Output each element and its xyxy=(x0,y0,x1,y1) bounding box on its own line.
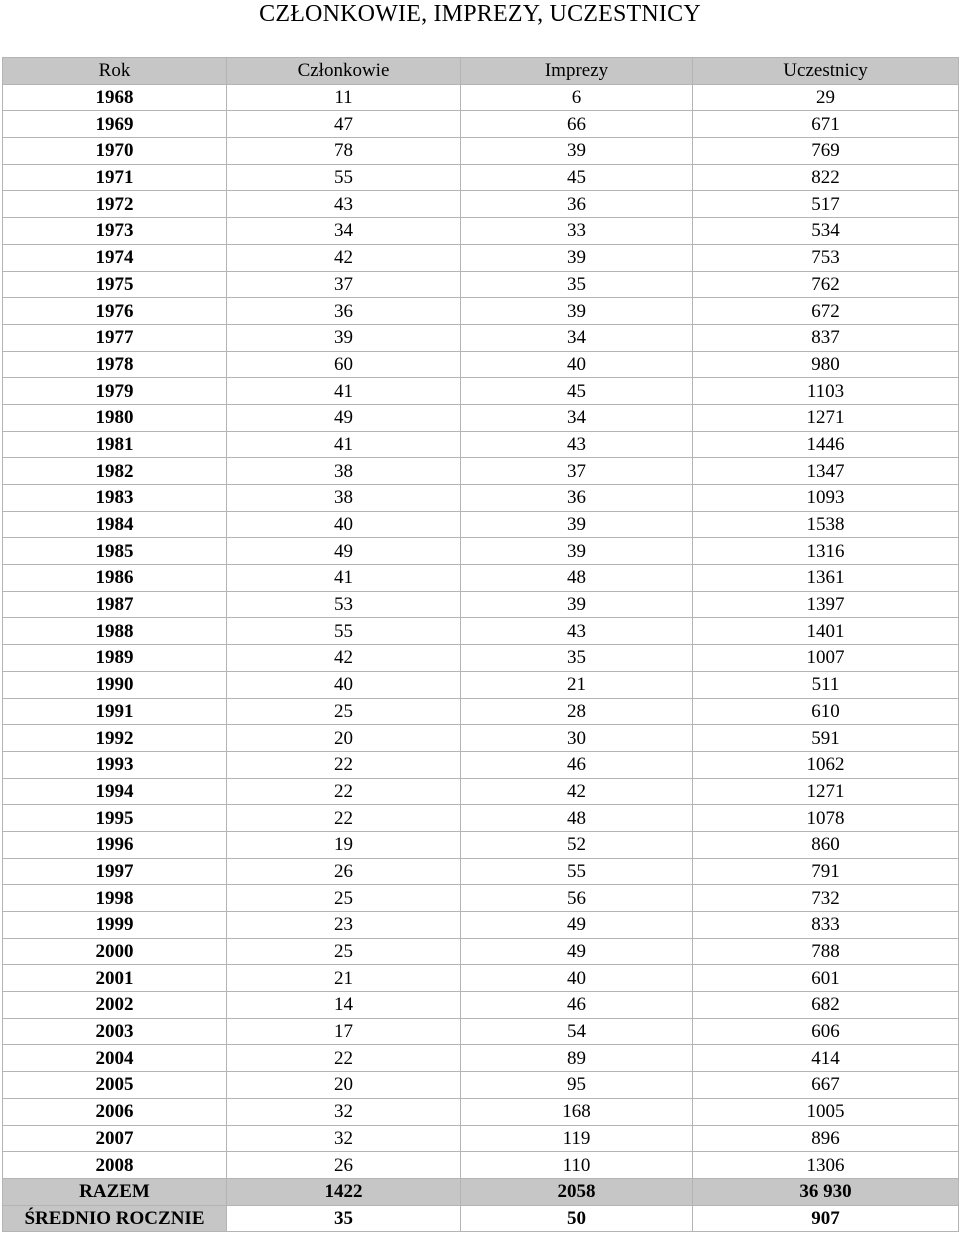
cell-rok: 1984 xyxy=(3,511,227,538)
table-row xyxy=(3,1018,959,1045)
cell-uczestnicy: 791 xyxy=(693,858,959,885)
cell-czlonkowie: 32 xyxy=(227,1125,461,1152)
table-row xyxy=(3,458,959,485)
cell-uczestnicy: 1306 xyxy=(693,1152,959,1179)
cell-uczestnicy: 511 xyxy=(693,671,959,698)
table-row xyxy=(3,378,959,405)
cell-czlonkowie: 26 xyxy=(227,1152,461,1179)
cell-czlonkowie: 42 xyxy=(227,244,461,271)
cell-uczestnicy: 788 xyxy=(693,938,959,965)
cell-imprezy: 49 xyxy=(461,938,693,965)
cell-imprezy: 37 xyxy=(461,458,693,485)
cell-rok: 2004 xyxy=(3,1045,227,1072)
cell-uczestnicy: 1397 xyxy=(693,591,959,618)
cell-czlonkowie: 36 xyxy=(227,298,461,325)
cell-uczestnicy: 769 xyxy=(693,138,959,165)
cell-imprezy: 48 xyxy=(461,565,693,592)
cell-czlonkowie: 41 xyxy=(227,565,461,592)
table-row xyxy=(3,938,959,965)
cell-uczestnicy: 1078 xyxy=(693,805,959,832)
cell-rok: 1990 xyxy=(3,671,227,698)
statistics-table xyxy=(2,57,959,1232)
cell-imprezy: 119 xyxy=(461,1125,693,1152)
cell-rok: 2005 xyxy=(3,1072,227,1099)
totals-uczestnicy: 36 930 xyxy=(693,1178,959,1205)
cell-uczestnicy: 517 xyxy=(693,191,959,218)
cell-imprezy: 30 xyxy=(461,725,693,752)
column-header-czlonkowie: Członkowie xyxy=(227,58,461,85)
table-body xyxy=(3,84,959,1178)
cell-uczestnicy: 1093 xyxy=(693,485,959,512)
totals-imprezy: 2058 xyxy=(461,1178,693,1205)
cell-imprezy: 43 xyxy=(461,618,693,645)
cell-czlonkowie: 40 xyxy=(227,671,461,698)
table-row xyxy=(3,351,959,378)
table-row xyxy=(3,1098,959,1125)
cell-czlonkowie: 55 xyxy=(227,618,461,645)
cell-rok: 1999 xyxy=(3,912,227,939)
cell-uczestnicy: 732 xyxy=(693,885,959,912)
cell-czlonkowie: 55 xyxy=(227,164,461,191)
table-row xyxy=(3,191,959,218)
page-title: CZŁONKOWIE, IMPREZY, UCZESTNICY xyxy=(259,1,701,27)
cell-uczestnicy: 1271 xyxy=(693,778,959,805)
cell-rok: 1981 xyxy=(3,431,227,458)
cell-uczestnicy: 610 xyxy=(693,698,959,725)
cell-rok: 1975 xyxy=(3,271,227,298)
cell-rok: 2007 xyxy=(3,1125,227,1152)
cell-czlonkowie: 20 xyxy=(227,725,461,752)
cell-imprezy: 34 xyxy=(461,404,693,431)
cell-imprezy: 39 xyxy=(461,138,693,165)
cell-uczestnicy: 833 xyxy=(693,912,959,939)
cell-czlonkowie: 42 xyxy=(227,645,461,672)
table-row xyxy=(3,511,959,538)
cell-czlonkowie: 49 xyxy=(227,404,461,431)
cell-czlonkowie: 20 xyxy=(227,1072,461,1099)
totals-czlonkowie: 1422 xyxy=(227,1178,461,1205)
cell-czlonkowie: 25 xyxy=(227,698,461,725)
averages-uczestnicy: 907 xyxy=(693,1205,959,1232)
cell-imprezy: 49 xyxy=(461,912,693,939)
cell-rok: 2002 xyxy=(3,992,227,1019)
cell-uczestnicy: 1316 xyxy=(693,538,959,565)
table-row xyxy=(3,751,959,778)
cell-rok: 1969 xyxy=(3,111,227,138)
cell-rok: 1996 xyxy=(3,831,227,858)
cell-imprezy: 46 xyxy=(461,751,693,778)
cell-czlonkowie: 49 xyxy=(227,538,461,565)
table-row xyxy=(3,618,959,645)
cell-imprezy: 168 xyxy=(461,1098,693,1125)
cell-uczestnicy: 414 xyxy=(693,1045,959,1072)
table-row xyxy=(3,671,959,698)
cell-czlonkowie: 25 xyxy=(227,885,461,912)
cell-uczestnicy: 837 xyxy=(693,324,959,351)
cell-rok: 1989 xyxy=(3,645,227,672)
cell-uczestnicy: 896 xyxy=(693,1125,959,1152)
cell-imprezy: 39 xyxy=(461,298,693,325)
cell-rok: 1988 xyxy=(3,618,227,645)
cell-imprezy: 35 xyxy=(461,645,693,672)
cell-czlonkowie: 26 xyxy=(227,858,461,885)
cell-imprezy: 52 xyxy=(461,831,693,858)
header-row xyxy=(3,58,959,85)
cell-rok: 1998 xyxy=(3,885,227,912)
cell-imprezy: 33 xyxy=(461,218,693,245)
averages-czlonkowie: 35 xyxy=(227,1205,461,1232)
cell-imprezy: 46 xyxy=(461,992,693,1019)
cell-uczestnicy: 671 xyxy=(693,111,959,138)
cell-czlonkowie: 22 xyxy=(227,778,461,805)
table-row xyxy=(3,84,959,111)
table-row xyxy=(3,778,959,805)
cell-uczestnicy: 667 xyxy=(693,1072,959,1099)
table-row xyxy=(3,912,959,939)
cell-imprezy: 48 xyxy=(461,805,693,832)
cell-uczestnicy: 822 xyxy=(693,164,959,191)
cell-uczestnicy: 1347 xyxy=(693,458,959,485)
cell-rok: 1987 xyxy=(3,591,227,618)
cell-imprezy: 43 xyxy=(461,431,693,458)
cell-imprezy: 28 xyxy=(461,698,693,725)
cell-rok: 1991 xyxy=(3,698,227,725)
table-row xyxy=(3,965,959,992)
table-row xyxy=(3,404,959,431)
cell-uczestnicy: 1446 xyxy=(693,431,959,458)
cell-imprezy: 39 xyxy=(461,591,693,618)
cell-uczestnicy: 1401 xyxy=(693,618,959,645)
cell-uczestnicy: 534 xyxy=(693,218,959,245)
cell-rok: 1992 xyxy=(3,725,227,752)
table-row xyxy=(3,645,959,672)
cell-imprezy: 95 xyxy=(461,1072,693,1099)
table-row xyxy=(3,885,959,912)
cell-czlonkowie: 11 xyxy=(227,84,461,111)
cell-czlonkowie: 32 xyxy=(227,1098,461,1125)
cell-czlonkowie: 14 xyxy=(227,992,461,1019)
cell-imprezy: 40 xyxy=(461,965,693,992)
cell-imprezy: 110 xyxy=(461,1152,693,1179)
cell-czlonkowie: 25 xyxy=(227,938,461,965)
cell-rok: 2006 xyxy=(3,1098,227,1125)
table-row xyxy=(3,324,959,351)
cell-czlonkowie: 22 xyxy=(227,751,461,778)
cell-rok: 1994 xyxy=(3,778,227,805)
cell-czlonkowie: 43 xyxy=(227,191,461,218)
cell-uczestnicy: 601 xyxy=(693,965,959,992)
cell-uczestnicy: 762 xyxy=(693,271,959,298)
cell-rok: 1993 xyxy=(3,751,227,778)
table-row xyxy=(3,218,959,245)
table-row xyxy=(3,1045,959,1072)
cell-uczestnicy: 1538 xyxy=(693,511,959,538)
cell-czlonkowie: 22 xyxy=(227,805,461,832)
averages-row xyxy=(3,1205,959,1232)
cell-imprezy: 56 xyxy=(461,885,693,912)
cell-czlonkowie: 21 xyxy=(227,965,461,992)
cell-uczestnicy: 1271 xyxy=(693,404,959,431)
cell-imprezy: 39 xyxy=(461,511,693,538)
cell-uczestnicy: 1007 xyxy=(693,645,959,672)
cell-rok: 1978 xyxy=(3,351,227,378)
table-row xyxy=(3,992,959,1019)
cell-uczestnicy: 860 xyxy=(693,831,959,858)
cell-imprezy: 45 xyxy=(461,378,693,405)
averages-label: ŚREDNIO ROCZNIE xyxy=(3,1205,227,1232)
table-row xyxy=(3,431,959,458)
cell-uczestnicy: 606 xyxy=(693,1018,959,1045)
cell-imprezy: 39 xyxy=(461,244,693,271)
column-header-rok: Rok xyxy=(3,58,227,85)
table-row xyxy=(3,591,959,618)
cell-rok: 1980 xyxy=(3,404,227,431)
cell-czlonkowie: 34 xyxy=(227,218,461,245)
cell-rok: 2001 xyxy=(3,965,227,992)
table-row xyxy=(3,858,959,885)
table-summary xyxy=(3,1178,959,1231)
table-row xyxy=(3,698,959,725)
cell-imprezy: 39 xyxy=(461,538,693,565)
cell-czlonkowie: 22 xyxy=(227,1045,461,1072)
cell-czlonkowie: 17 xyxy=(227,1018,461,1045)
cell-rok: 1997 xyxy=(3,858,227,885)
cell-czlonkowie: 47 xyxy=(227,111,461,138)
table-row xyxy=(3,164,959,191)
cell-czlonkowie: 41 xyxy=(227,378,461,405)
cell-rok: 1976 xyxy=(3,298,227,325)
cell-imprezy: 34 xyxy=(461,324,693,351)
cell-rok: 1970 xyxy=(3,138,227,165)
table-row xyxy=(3,271,959,298)
cell-rok: 1983 xyxy=(3,485,227,512)
cell-rok: 1982 xyxy=(3,458,227,485)
cell-uczestnicy: 29 xyxy=(693,84,959,111)
cell-rok: 1986 xyxy=(3,565,227,592)
table-header xyxy=(3,58,959,85)
cell-rok: 1973 xyxy=(3,218,227,245)
cell-rok: 1971 xyxy=(3,164,227,191)
cell-uczestnicy: 1361 xyxy=(693,565,959,592)
cell-imprezy: 36 xyxy=(461,485,693,512)
cell-imprezy: 42 xyxy=(461,778,693,805)
table-row xyxy=(3,1125,959,1152)
table-row xyxy=(3,805,959,832)
averages-imprezy: 50 xyxy=(461,1205,693,1232)
cell-imprezy: 55 xyxy=(461,858,693,885)
cell-rok: 2008 xyxy=(3,1152,227,1179)
cell-rok: 2003 xyxy=(3,1018,227,1045)
cell-czlonkowie: 40 xyxy=(227,511,461,538)
cell-rok: 1979 xyxy=(3,378,227,405)
cell-imprezy: 89 xyxy=(461,1045,693,1072)
cell-imprezy: 45 xyxy=(461,164,693,191)
cell-czlonkowie: 23 xyxy=(227,912,461,939)
table-row xyxy=(3,831,959,858)
cell-rok: 2000 xyxy=(3,938,227,965)
column-header-uczestnicy: Uczestnicy xyxy=(693,58,959,85)
table-row xyxy=(3,565,959,592)
cell-czlonkowie: 38 xyxy=(227,458,461,485)
cell-uczestnicy: 1005 xyxy=(693,1098,959,1125)
table-row xyxy=(3,725,959,752)
cell-rok: 1972 xyxy=(3,191,227,218)
table-row xyxy=(3,1152,959,1179)
cell-rok: 1977 xyxy=(3,324,227,351)
column-header-imprezy: Imprezy xyxy=(461,58,693,85)
cell-uczestnicy: 591 xyxy=(693,725,959,752)
cell-czlonkowie: 38 xyxy=(227,485,461,512)
totals-label: RAZEM xyxy=(3,1178,227,1205)
cell-imprezy: 40 xyxy=(461,351,693,378)
cell-uczestnicy: 753 xyxy=(693,244,959,271)
cell-rok: 1995 xyxy=(3,805,227,832)
cell-imprezy: 6 xyxy=(461,84,693,111)
cell-uczestnicy: 1103 xyxy=(693,378,959,405)
table-row xyxy=(3,244,959,271)
table-row xyxy=(3,485,959,512)
table-row xyxy=(3,111,959,138)
cell-uczestnicy: 1062 xyxy=(693,751,959,778)
cell-imprezy: 35 xyxy=(461,271,693,298)
cell-imprezy: 21 xyxy=(461,671,693,698)
cell-rok: 1985 xyxy=(3,538,227,565)
cell-imprezy: 66 xyxy=(461,111,693,138)
cell-czlonkowie: 60 xyxy=(227,351,461,378)
totals-row xyxy=(3,1178,959,1205)
cell-czlonkowie: 78 xyxy=(227,138,461,165)
cell-uczestnicy: 672 xyxy=(693,298,959,325)
cell-rok: 1968 xyxy=(3,84,227,111)
cell-rok: 1974 xyxy=(3,244,227,271)
cell-uczestnicy: 980 xyxy=(693,351,959,378)
cell-uczestnicy: 682 xyxy=(693,992,959,1019)
cell-imprezy: 54 xyxy=(461,1018,693,1045)
cell-czlonkowie: 39 xyxy=(227,324,461,351)
cell-imprezy: 36 xyxy=(461,191,693,218)
cell-czlonkowie: 53 xyxy=(227,591,461,618)
cell-czlonkowie: 37 xyxy=(227,271,461,298)
table-row xyxy=(3,538,959,565)
table-row xyxy=(3,1072,959,1099)
table-row xyxy=(3,138,959,165)
table-row xyxy=(3,298,959,325)
cell-czlonkowie: 19 xyxy=(227,831,461,858)
cell-czlonkowie: 41 xyxy=(227,431,461,458)
